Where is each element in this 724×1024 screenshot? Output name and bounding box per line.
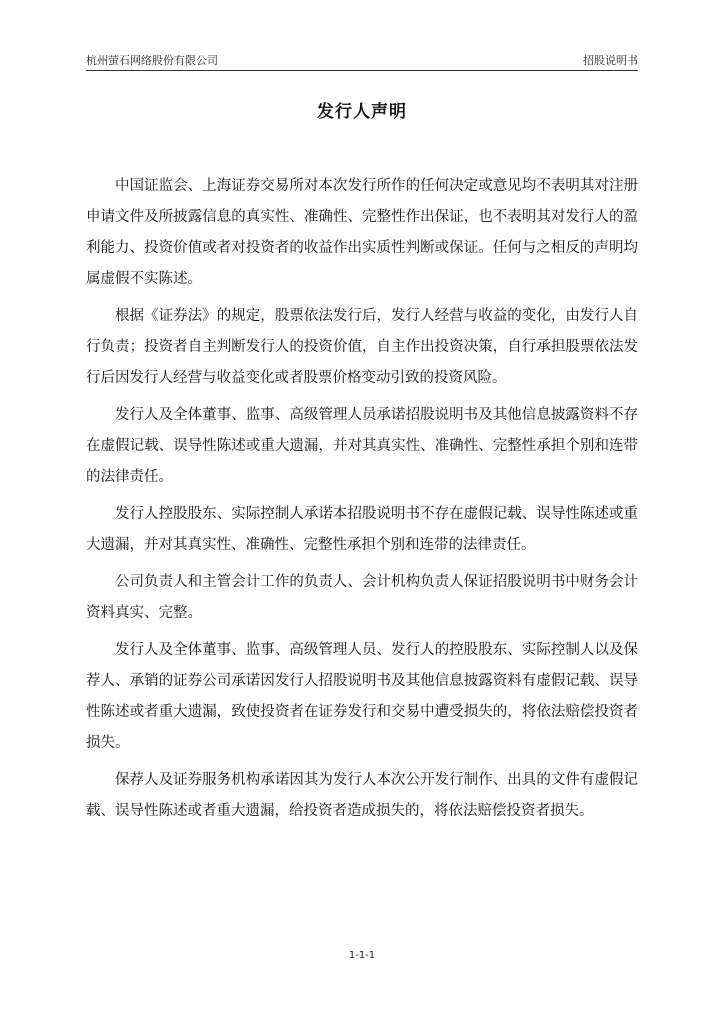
paragraph-financial-guarantee: 公司负责人和主管会计工作的负责人、会计机构负责人保证招股说明书中财务会计资料真实、完整。 <box>86 574 638 621</box>
declaration-body <box>86 171 638 827</box>
page-header <box>86 50 638 71</box>
header-document-type: 招股说明书 <box>583 54 638 67</box>
paragraph-sponsor-commitment: 保荐人及证券服务机构承诺因其为发行人本次公开发行制作、出具的文件有虚假记载、误导性陈述或者重大遗漏，给投资者造成损失的，将依法赔偿投资者损失。 <box>86 772 638 819</box>
paragraph-regulator-disclaimer: 中国证监会、上海证券交易所对本次发行所作的任何决定或意见均不表明其对注册申请文件及所披露信息的真实性、准确性、完整性作出保证，也不表明其对发行人的盈利能力、投资价值或者对投资者的收益作出实质性判断或保证。任何与之相反的声明均属虚假不实陈述。 <box>86 178 638 287</box>
paragraph-directors-commitment: 发行人及全体董事、监事、高级管理人员承诺招股说明书及其他信息披露资料不存在虚假记载、误导性陈述或重大遗漏，并对其真实性、准确性、完整性承担个别和连带的法律责任。 <box>86 407 638 485</box>
paragraph-compensation-commitment: 发行人及全体董事、监事、高级管理人员、发行人的控股股东、实际控制人以及保荐人、承销的证券公司承诺因发行人招股说明书及其他信息披露资料有虚假记载、误导性陈述或者重大遗漏，致使投资者在证券发行和交易中遭受损失的，将依法赔偿投资者损失。 <box>86 642 638 751</box>
header-company-name: 杭州萤石网络股份有限公司 <box>86 54 218 67</box>
page-number: 1-1-1 <box>348 950 376 961</box>
paragraph-investment-risk: 根据《证券法》的规定，股票依法发行后，发行人经营与收益的变化，由发行人自行负责；投资者自主判断发行人的投资价值，自主作出投资决策，自行承担股票依法发行后因发行人经营与收益变化或者股票价格变动引致的投资风险。 <box>86 308 638 386</box>
page-title: 发行人声明 <box>317 102 407 122</box>
paragraph-controller-commitment: 发行人控股股东、实际控制人承诺本招股说明书不存在虚假记载、误导性陈述或重大遗漏，并对其真实性、准确性、完整性承担个别和连带的法律责任。 <box>86 506 638 553</box>
